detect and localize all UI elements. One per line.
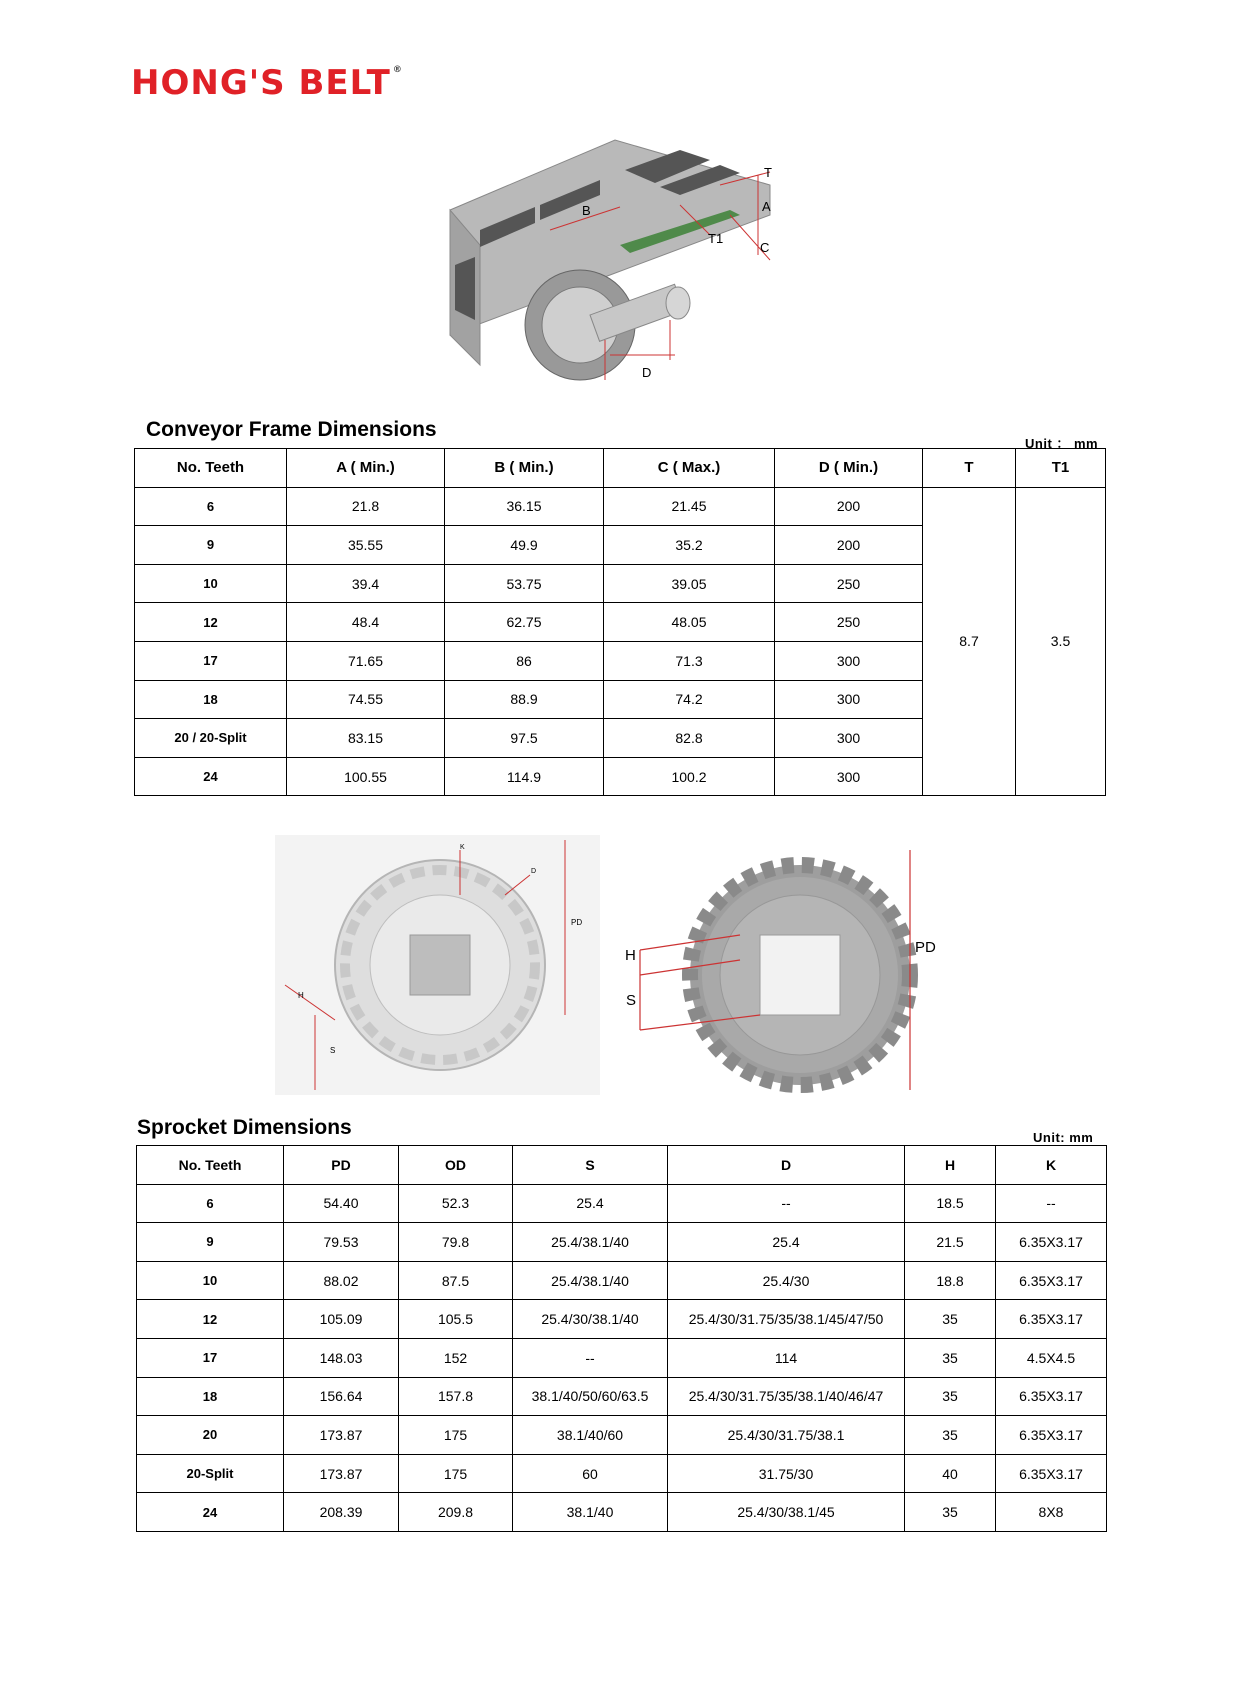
table-row <box>137 1223 1107 1262</box>
table-cell: 250 <box>775 564 923 603</box>
frame-unit: Unit ： mm <box>1025 436 1099 451</box>
label-d: D <box>642 365 652 380</box>
table-cell: 18.5 <box>905 1184 996 1223</box>
table-cell: 25.4/30/38.1/45 <box>668 1493 905 1532</box>
frame-section-title: Conveyor Frame Dimensions <box>146 418 437 441</box>
table-cell: 200 <box>775 526 923 565</box>
table-cell: 54.40 <box>284 1184 399 1223</box>
table-cell: 62.75 <box>445 603 604 642</box>
table-header-row <box>135 449 1106 488</box>
table-cell: 20-Split <box>137 1454 284 1493</box>
table-cell: 300 <box>775 719 923 758</box>
table-cell: 100.55 <box>287 757 445 796</box>
table-cell: 17 <box>137 1338 284 1377</box>
table-cell: 82.8 <box>604 719 775 758</box>
table-cell: 39.05 <box>604 564 775 603</box>
table-cell: 114 <box>668 1338 905 1377</box>
table-cell: 38.1/40 <box>513 1493 668 1532</box>
sprocket-section-title: Sprocket Dimensions <box>137 1116 352 1139</box>
table-cell: 10 <box>137 1261 284 1300</box>
header-cell: No. Teeth <box>137 1146 284 1185</box>
table-row <box>137 1338 1107 1377</box>
table-cell: 60 <box>513 1454 668 1493</box>
table-cell: 148.03 <box>284 1338 399 1377</box>
table-cell: 208.39 <box>284 1493 399 1532</box>
table-cell: 21.8 <box>287 487 445 526</box>
table-cell: 157.8 <box>399 1377 513 1416</box>
table-cell: 100.2 <box>604 757 775 796</box>
header-cell: T1 <box>1016 449 1106 488</box>
table-cell: 6 <box>135 487 287 526</box>
label-a: A <box>762 199 771 214</box>
table-row <box>135 487 1106 526</box>
header-cell: T <box>923 449 1016 488</box>
table-cell: 38.1/40/60 <box>513 1416 668 1455</box>
header-cell: D <box>668 1146 905 1185</box>
t-value-cell: 8.7 <box>923 487 1016 796</box>
label-t: T <box>764 165 772 180</box>
table-cell: 250 <box>775 603 923 642</box>
sprocket-unit: Unit: mm <box>1033 1130 1094 1145</box>
table-cell: 24 <box>137 1493 284 1532</box>
table-cell: 71.65 <box>287 641 445 680</box>
table-cell: 200 <box>775 487 923 526</box>
brand-name: HONG'S BELT <box>131 63 391 103</box>
table-cell: 25.4/30 <box>668 1261 905 1300</box>
table-cell: 6.35X3.17 <box>996 1416 1107 1455</box>
table-cell: 86 <box>445 641 604 680</box>
table-cell: 52.3 <box>399 1184 513 1223</box>
label-b: B <box>582 203 591 218</box>
table-cell: 35 <box>905 1416 996 1455</box>
table-cell: 40 <box>905 1454 996 1493</box>
table-row <box>137 1416 1107 1455</box>
table-cell: 6 <box>137 1184 284 1223</box>
header-cell: OD <box>399 1146 513 1185</box>
table-cell: 87.5 <box>399 1261 513 1300</box>
table-cell: 74.2 <box>604 680 775 719</box>
table-cell: 25.4/38.1/40 <box>513 1261 668 1300</box>
table-cell: 31.75/30 <box>668 1454 905 1493</box>
label-pd: PD <box>915 939 936 956</box>
table-cell: 300 <box>775 641 923 680</box>
table-cell: 74.55 <box>287 680 445 719</box>
brand-logo <box>131 63 403 103</box>
table-cell: 6.35X3.17 <box>996 1223 1107 1262</box>
table-cell: 18.8 <box>905 1261 996 1300</box>
table-cell: 10 <box>135 564 287 603</box>
table-row <box>137 1300 1107 1339</box>
label-k: K <box>460 844 465 851</box>
header-cell: D ( Min.) <box>775 449 923 488</box>
t1-value-cell: 3.5 <box>1016 487 1106 796</box>
table-cell: 209.8 <box>399 1493 513 1532</box>
table-cell: 114.9 <box>445 757 604 796</box>
table-cell: 25.4 <box>513 1184 668 1223</box>
table-cell: 35 <box>905 1377 996 1416</box>
table-cell: 6.35X3.17 <box>996 1300 1107 1339</box>
table-cell: 97.5 <box>445 719 604 758</box>
table-cell: 83.15 <box>287 719 445 758</box>
table-cell: 35.2 <box>604 526 775 565</box>
table-cell: 25.4/38.1/40 <box>513 1223 668 1262</box>
header-cell: A ( Min.) <box>287 449 445 488</box>
table-cell: 35 <box>905 1300 996 1339</box>
label-pd: PD <box>571 918 583 927</box>
table-cell: 4.5X4.5 <box>996 1338 1107 1377</box>
table-cell: 6.35X3.17 <box>996 1261 1107 1300</box>
table-cell: 24 <box>135 757 287 796</box>
table-cell: 105.09 <box>284 1300 399 1339</box>
table-cell: 20 / 20-Split <box>135 719 287 758</box>
table-cell: 48.05 <box>604 603 775 642</box>
table-cell: -- <box>996 1184 1107 1223</box>
table-cell: 35.55 <box>287 526 445 565</box>
table-cell: 300 <box>775 680 923 719</box>
table-cell: 88.02 <box>284 1261 399 1300</box>
table-cell: 300 <box>775 757 923 796</box>
table-cell: 18 <box>135 680 287 719</box>
table-cell: 48.4 <box>287 603 445 642</box>
table-cell: 9 <box>135 526 287 565</box>
sprocket-figure-left <box>275 835 600 1095</box>
header-cell: K <box>996 1146 1107 1185</box>
table-cell: 39.4 <box>287 564 445 603</box>
table-cell: 8X8 <box>996 1493 1107 1532</box>
table-cell: 175 <box>399 1416 513 1455</box>
label-d: D <box>531 868 537 875</box>
header-cell: No. Teeth <box>135 449 287 488</box>
table-cell: 17 <box>135 641 287 680</box>
table-cell: 152 <box>399 1338 513 1377</box>
label-h: H <box>298 991 304 1000</box>
table-cell: 36.15 <box>445 487 604 526</box>
label-h: H <box>625 947 636 964</box>
table-cell: 175 <box>399 1454 513 1493</box>
label-t1: T1 <box>708 231 724 246</box>
table-cell: -- <box>513 1338 668 1377</box>
table-cell: 173.87 <box>284 1416 399 1455</box>
table-cell: 12 <box>137 1300 284 1339</box>
header-cell: PD <box>284 1146 399 1185</box>
table-cell: 35 <box>905 1338 996 1377</box>
header-cell: B ( Min.) <box>445 449 604 488</box>
table-cell: 12 <box>135 603 287 642</box>
table-row <box>137 1184 1107 1223</box>
label-s: S <box>330 1046 336 1055</box>
table-cell: -- <box>668 1184 905 1223</box>
table-cell: 105.5 <box>399 1300 513 1339</box>
table-cell: 79.8 <box>399 1223 513 1262</box>
table-cell: 21.5 <box>905 1223 996 1262</box>
label-c: C <box>760 240 770 255</box>
conveyor-belt-figure <box>440 135 850 415</box>
table-cell: 6.35X3.17 <box>996 1454 1107 1493</box>
table-cell: 25.4 <box>668 1223 905 1262</box>
table-cell: 25.4/30/31.75/35/38.1/45/47/50 <box>668 1300 905 1339</box>
table-cell: 20 <box>137 1416 284 1455</box>
table-row <box>137 1377 1107 1416</box>
table-row <box>137 1454 1107 1493</box>
table-cell: 49.9 <box>445 526 604 565</box>
label-s: S <box>626 992 637 1009</box>
table-cell: 88.9 <box>445 680 604 719</box>
table-cell: 25.4/30/38.1/40 <box>513 1300 668 1339</box>
table-row <box>137 1493 1107 1532</box>
table-cell: 71.3 <box>604 641 775 680</box>
table-cell: 6.35X3.17 <box>996 1377 1107 1416</box>
table-header-row <box>137 1146 1107 1185</box>
table-cell: 21.45 <box>604 487 775 526</box>
table-cell: 53.75 <box>445 564 604 603</box>
table-cell: 9 <box>137 1223 284 1262</box>
table-cell: 18 <box>137 1377 284 1416</box>
table-row <box>137 1261 1107 1300</box>
header-cell: C ( Max.) <box>604 449 775 488</box>
table-cell: 156.64 <box>284 1377 399 1416</box>
table-cell: 79.53 <box>284 1223 399 1262</box>
table-cell: 25.4/30/31.75/35/38.1/40/46/47 <box>668 1377 905 1416</box>
registered-mark: ® <box>392 65 403 75</box>
table-cell: 173.87 <box>284 1454 399 1493</box>
table-cell: 35 <box>905 1493 996 1532</box>
table-cell: 38.1/40/50/60/63.5 <box>513 1377 668 1416</box>
sprocket-figure-right <box>620 835 950 1105</box>
header-cell: S <box>513 1146 668 1185</box>
sprocket-dimensions-table <box>136 1145 1107 1532</box>
header-cell: H <box>905 1146 996 1185</box>
table-cell: 25.4/30/31.75/38.1 <box>668 1416 905 1455</box>
frame-dimensions-table <box>134 448 1106 796</box>
